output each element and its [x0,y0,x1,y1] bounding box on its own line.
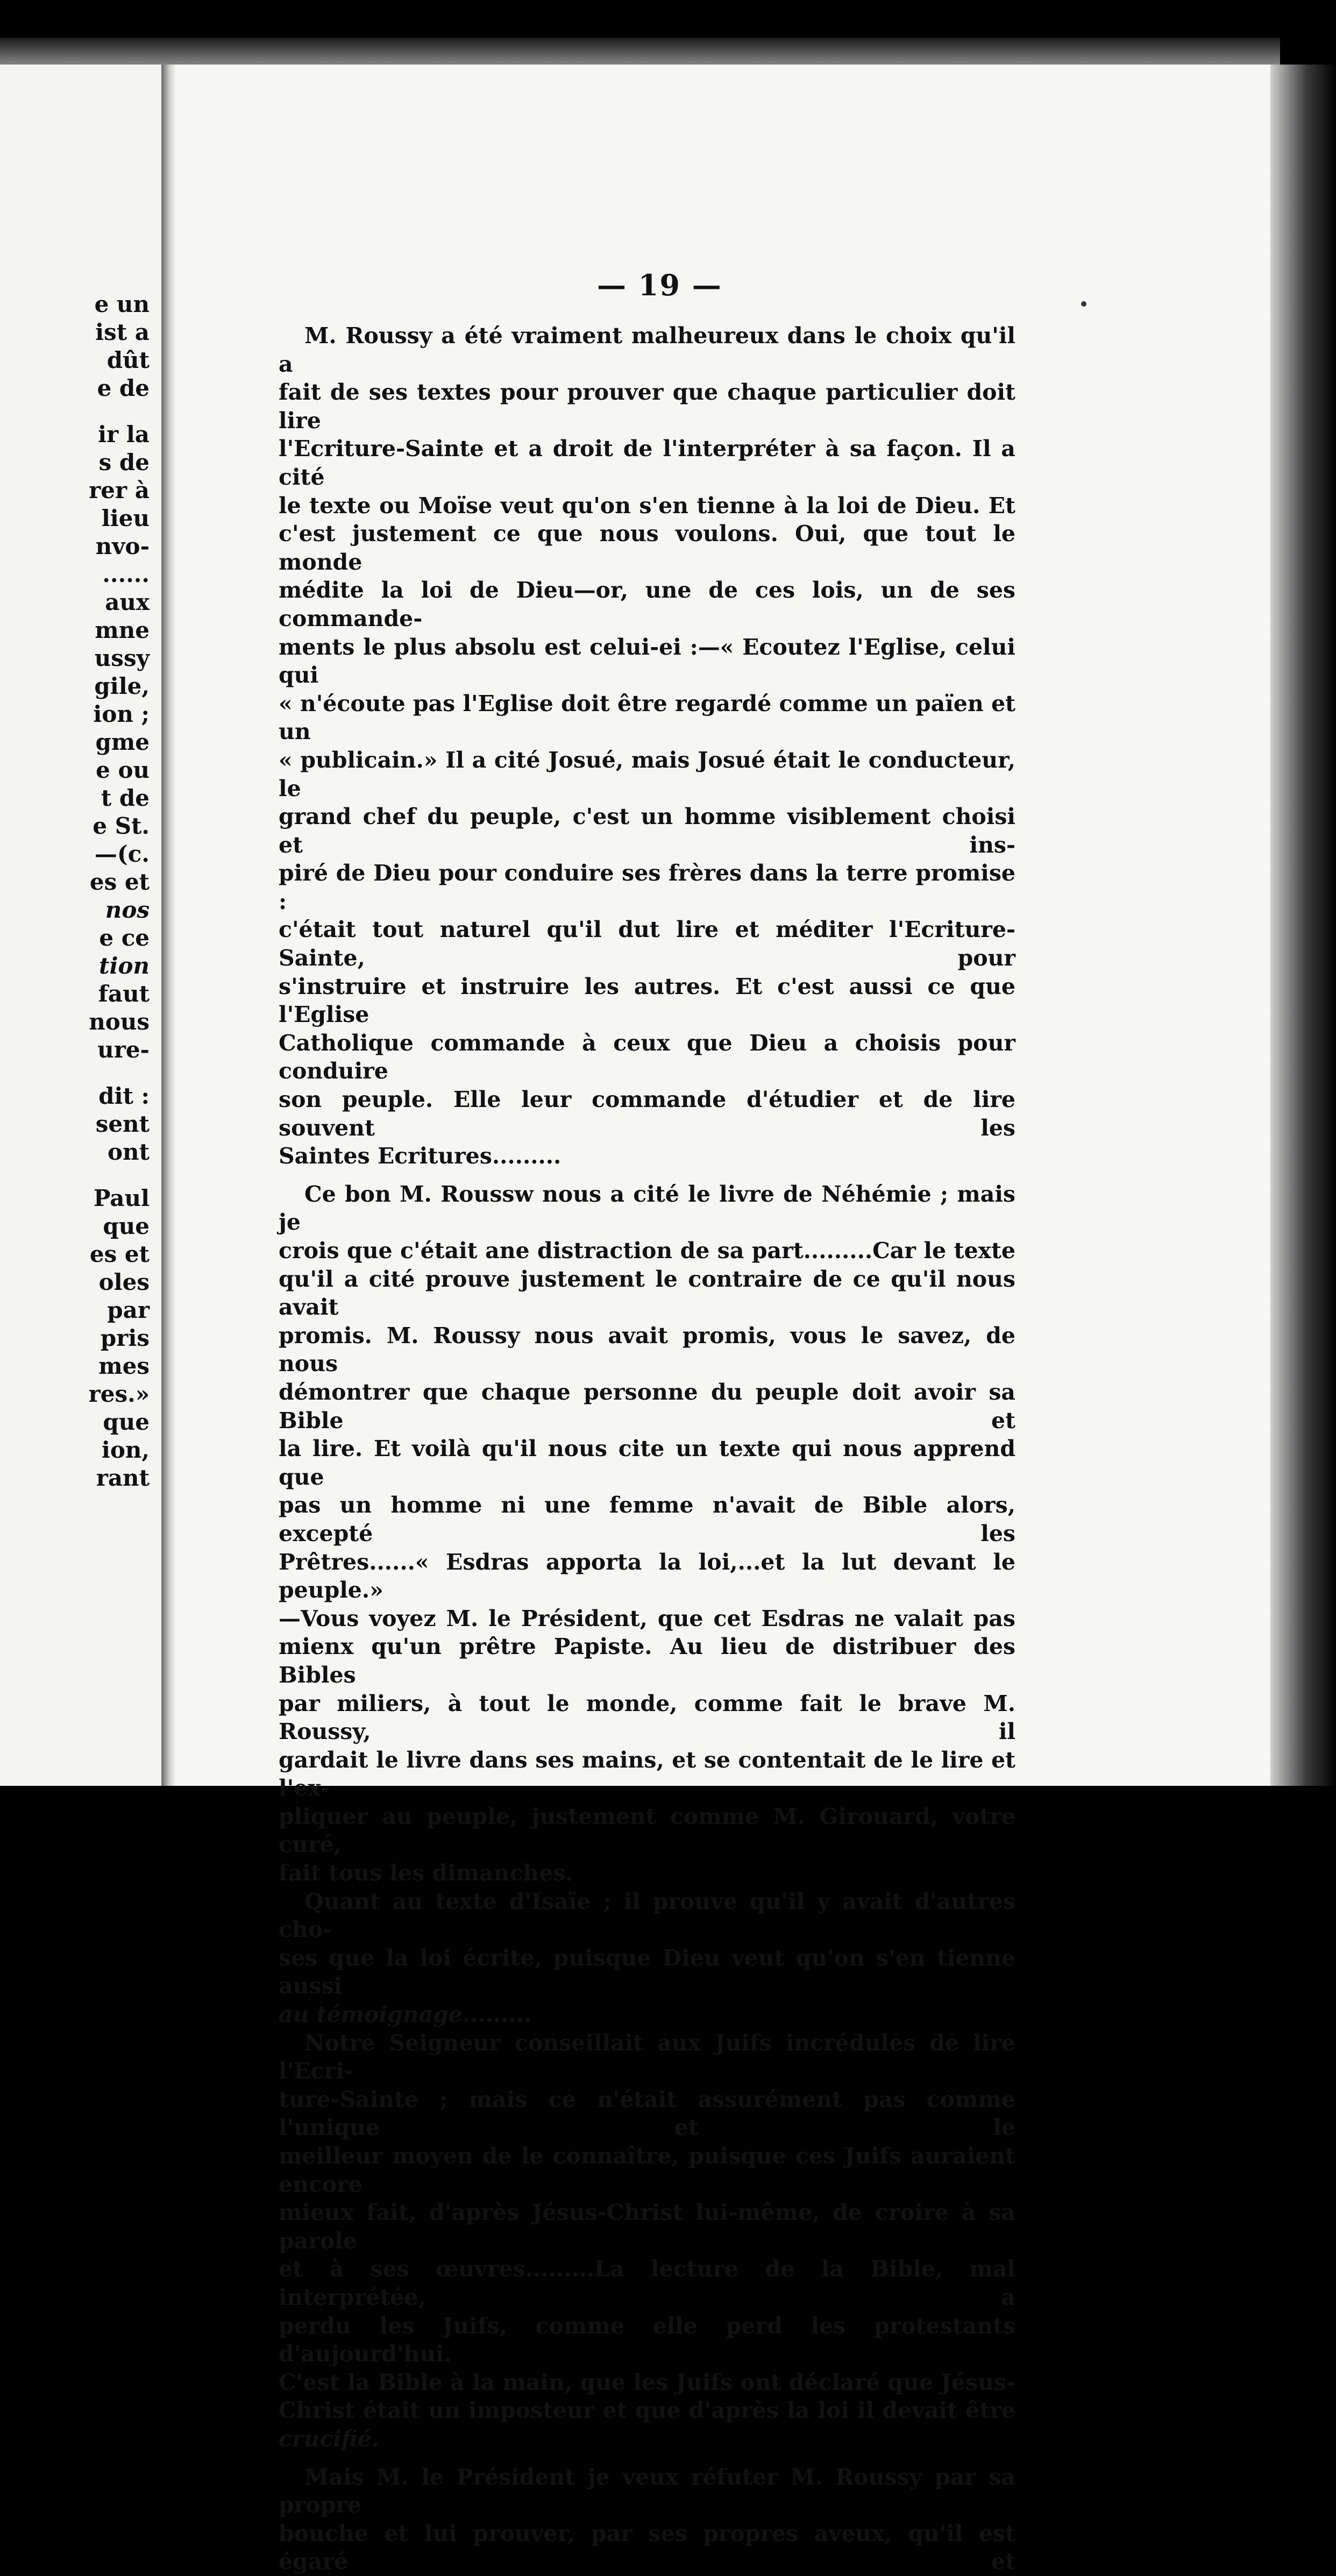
text-line: mieux fait, d'après Jésus-Christ lui-même, de croire à sa parole [279,2199,1015,2254]
left-line: —(c. [94,841,150,867]
left-line: nvo- [95,533,150,559]
text-line: Ce bon M. Roussw nous a cité le livre de Néhémie ; mais je [279,1181,1015,1236]
text-line: « publicain.» Il a cité Josué, mais Josué était le conducteur, le [279,747,1015,801]
text-line: gardait le livre dans ses mains, et se contentait de le lire et l'ex- [279,1747,1015,1801]
text-line: Quant au texte d'Isaïe ; il prouve qu'il y avait d'autres cho- [279,1888,1015,1943]
left-line: rant [96,1465,150,1491]
left-line: dût [106,347,150,373]
text-line: Saintes Ecritures......... [279,1143,562,1169]
text-line: meilleur moyen de le connaître, puisque ces Juifs auraient encore [279,2143,1015,2197]
left-line: oles [98,1269,150,1295]
left-line: e St. [93,813,150,839]
left-line: e de [97,375,150,401]
text-line: ture-Sainte ; mais ce n'était assurément pas comme l'unique et le [279,2086,1015,2141]
text-line: c'était tout naturel qu'il dut lire et méditer l'Ecriture-Sainte, pour [279,917,1015,971]
text-line: fait tous les dimanches. [279,1860,573,1886]
left-line: ussy [94,645,150,671]
left-page-lines [0,290,161,1492]
left-line: pris [100,1325,150,1351]
left-line: ir la [98,421,150,448]
left-line: s de [98,449,150,476]
left-line: ure- [97,1037,150,1063]
body-text [279,322,1015,2576]
left-line: faut [98,981,150,1007]
text-line: Christ était un imposteur et que d'après la loi il devait être [279,2397,1015,2424]
text-line: ments le plus absolu est celui-ei :—« Ecoutez l'Eglise, celui qui [279,634,1015,689]
left-line: Paul [93,1185,150,1211]
text-line: bouche et lui prouver, par ses propres aveux, qu'il est égaré et [279,2520,1015,2575]
left-line: ...... [102,561,150,587]
left-line-gap [0,1166,161,1184]
left-line: t de [101,785,150,811]
left-line: e ou [96,757,150,783]
text-line: pliquer au peuple, justement comme M. Girouard, votre curé, [279,1803,1015,1858]
text-line: promis. M. Roussy nous avait promis, vous le savez, de nous [279,1322,1015,1377]
left-line: rer à [89,477,150,503]
text-line: mienx qu'un prêtre Papiste. Au lieu de distribuer des Bibles [279,1634,1015,1688]
left-line-gap [0,402,161,421]
text-line: —Vous voyez M. le Président, que cet Esdras ne valait pas [279,1605,1015,1631]
left-line: aux [105,589,150,615]
left-line: es et [89,869,150,895]
text-line: l'Ecriture-Sainte et a droit de l'interpréter à sa façon. Il a cité [279,436,1015,490]
text-line: crois que c'était ane distraction de sa part.........Car le texte [279,1238,1015,1264]
text-line: et à ses œuvres.........La lecture de la Bible, mal interprétée, a [279,2256,1015,2310]
left-line: ion ; [93,701,150,727]
text-line: piré de Dieu pour conduire ses frères dans la terre promise : [279,860,1015,914]
text-line: son peuple. Elle leur commande d'étudier et de lire souvent les [279,1087,1015,1141]
left-line: tion [99,953,150,979]
page-number-header: — 19 — [597,268,722,302]
text-line: Notre Seigneur conseillait aux Juifs incrédules de lire l'Ecri- [279,2029,1015,2084]
text-line: M. Roussy a été vraiment malheureux dans le choix qu'il a [279,323,1015,377]
left-line: par [107,1297,150,1323]
left-line: nos [105,897,150,923]
left-line: ion, [101,1437,150,1463]
left-line: nous [89,1009,150,1035]
left-line: ist a [95,319,150,345]
text-line: par miliers, à tout le monde, comme fait le brave M. Roussy, il [279,1690,1015,1745]
text-line: qu'il a cité prouve justement le contraire de ce qu'il nous avait [279,1266,1015,1321]
left-line: mes [98,1353,150,1379]
left-line: que [103,1409,150,1435]
text-line: médite la loi de Dieu—or, une de ces lois, un de ses commande- [279,577,1015,631]
text-line: crucifié. [279,2425,380,2452]
text-line: « n'écoute pas l'Eglise doit être regardé comme un païen et un [279,690,1015,745]
text-line: s'instruire et instruire les autres. Et c'est aussi ce que l'Eglise [279,973,1015,1028]
left-page-fragment [0,65,161,1786]
text-line: le texte ou Moïse veut qu'on s'en tienne à la loi de Dieu. Et [279,492,1015,519]
text-line: c'est justement ce que nous voulons. Oui, que tout le monde [279,521,1015,575]
left-line: res.» [88,1381,150,1407]
text-line: Mais M. le Président je veux réfuter M. Roussy par sa propre [279,2464,1015,2518]
text-line: la lire. Et voilà qu'il nous cite un texte qui nous apprend que [279,1436,1015,1490]
text-line: au témoignage......... [279,2002,532,2028]
left-line: ont [108,1139,150,1165]
left-line: dit : [98,1083,150,1109]
left-line-gap [0,1064,161,1082]
left-line: e un [94,291,150,317]
text-line: C'est la Bible à la main, que les Juifs ont déclaré que Jésus- [279,2369,1015,2395]
text-line: ses que la loi écrite, puisque Dieu veut qu'on s'en tienne aussi [279,1945,1015,1999]
ink-speck [1081,301,1086,307]
text-line: perdu les Juifs, comme elle perd les protestants d'aujourd'hui. [279,2312,1015,2367]
page-right-shadow [1270,65,1336,1786]
left-line: gme [95,729,150,755]
book-gutter [161,65,175,1786]
text-line: Catholique commande à ceux que Dieu a choisis pour conduire [279,1030,1015,1084]
left-line: lieu [101,505,150,531]
left-line: es et [89,1241,150,1267]
left-line: e ce [99,925,150,951]
left-line: que [103,1213,150,1239]
left-line: gile, [94,673,150,699]
left-line: sent [95,1111,150,1137]
text-line: pas un homme ni une femme n'avait de Bible alors, excepté les [279,1492,1015,1546]
text-line: grand chef du peuple, c'est un homme visiblement choisi et ins- [279,804,1015,858]
left-line: mne [95,617,150,643]
text-line: fait de ses textes pour prouver que chaque particulier doit lire [279,379,1015,434]
text-line: démontrer que chaque personne du peuple doit avoir sa Bible et [279,1379,1015,1434]
text-line: Prêtres......« Esdras apporta la loi,...et la lut devant le peuple.» [279,1549,1015,1603]
